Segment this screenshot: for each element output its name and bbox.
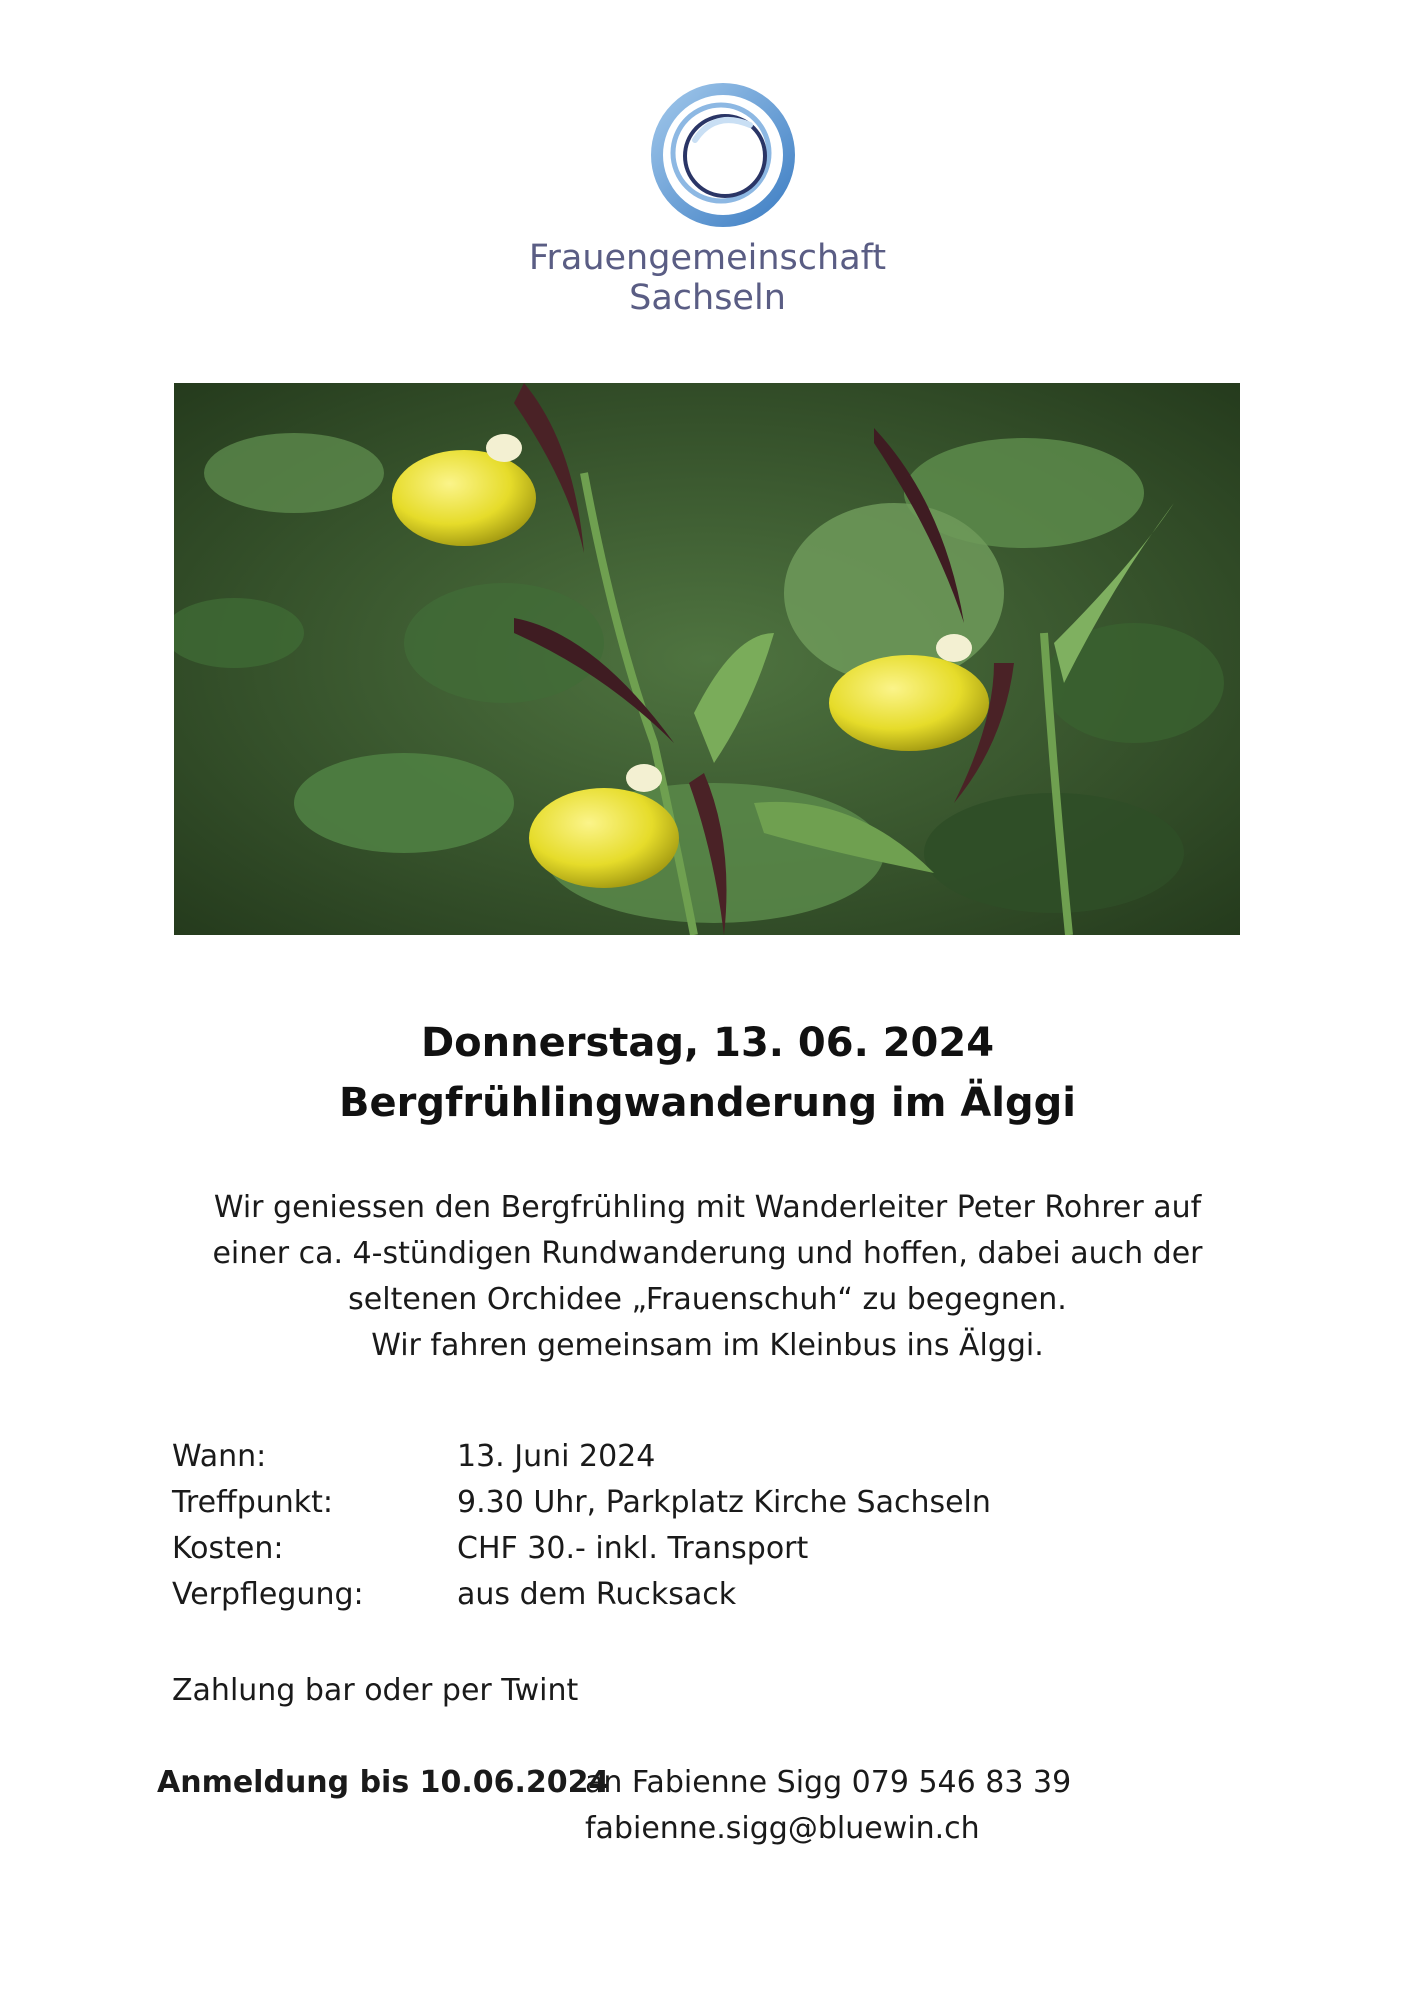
payment-note: Zahlung bar oder per Twint [172, 1673, 579, 1708]
intro-paragraph [150, 1185, 1265, 1369]
detail-value: 9.30 Uhr, Parkplatz Kirche Sachseln [457, 1485, 991, 1520]
orchid-photo-image [174, 383, 1240, 935]
detail-value: aus dem Rucksack [457, 1577, 737, 1612]
detail-label: Wann: [172, 1439, 267, 1474]
registration-line [157, 1760, 1071, 1806]
org-name-line2: Sachseln [629, 278, 786, 318]
detail-label: Treffpunkt: [172, 1485, 334, 1520]
intro-line: einer ca. 4-stündigen Rundwanderung und hoffen, dabei auch der [212, 1236, 1203, 1271]
detail-row-meeting-point [172, 1480, 991, 1526]
event-title: Bergfrühlingwanderung im Älggi [339, 1080, 1076, 1126]
detail-value: 13. Juni 2024 [457, 1439, 656, 1474]
logo-rings-icon [645, 80, 800, 230]
detail-label: Kosten: [172, 1531, 284, 1566]
registration-label: Anmeldung bis 10.06.2024 [157, 1765, 610, 1800]
event-date: Donnerstag, 13. 06. 2024 [420, 1020, 995, 1066]
event-details [172, 1434, 991, 1618]
logo [645, 80, 800, 230]
detail-value: CHF 30.- inkl. Transport [457, 1531, 809, 1566]
intro-line: Wir fahren gemeinsam im Kleinbus ins Älggi. [371, 1328, 1044, 1363]
detail-row-catering [172, 1572, 991, 1618]
detail-label: Verpflegung: [172, 1577, 364, 1612]
intro-line: seltenen Orchidee „Frauenschuh“ zu begegnen. [348, 1282, 1067, 1317]
org-name-line1: Frauengemeinschaft [528, 238, 887, 278]
intro-line: Wir geniessen den Bergfrühling mit Wanderleiter Peter Rohrer auf [213, 1190, 1202, 1225]
registration-contact: an Fabienne Sigg 079 546 83 39 [585, 1765, 1072, 1800]
detail-row-when [172, 1434, 991, 1480]
registration-email[interactable]: fabienne.sigg@bluewin.ch [585, 1811, 980, 1846]
detail-row-costs [172, 1526, 991, 1572]
orchid-photo [174, 383, 1240, 935]
